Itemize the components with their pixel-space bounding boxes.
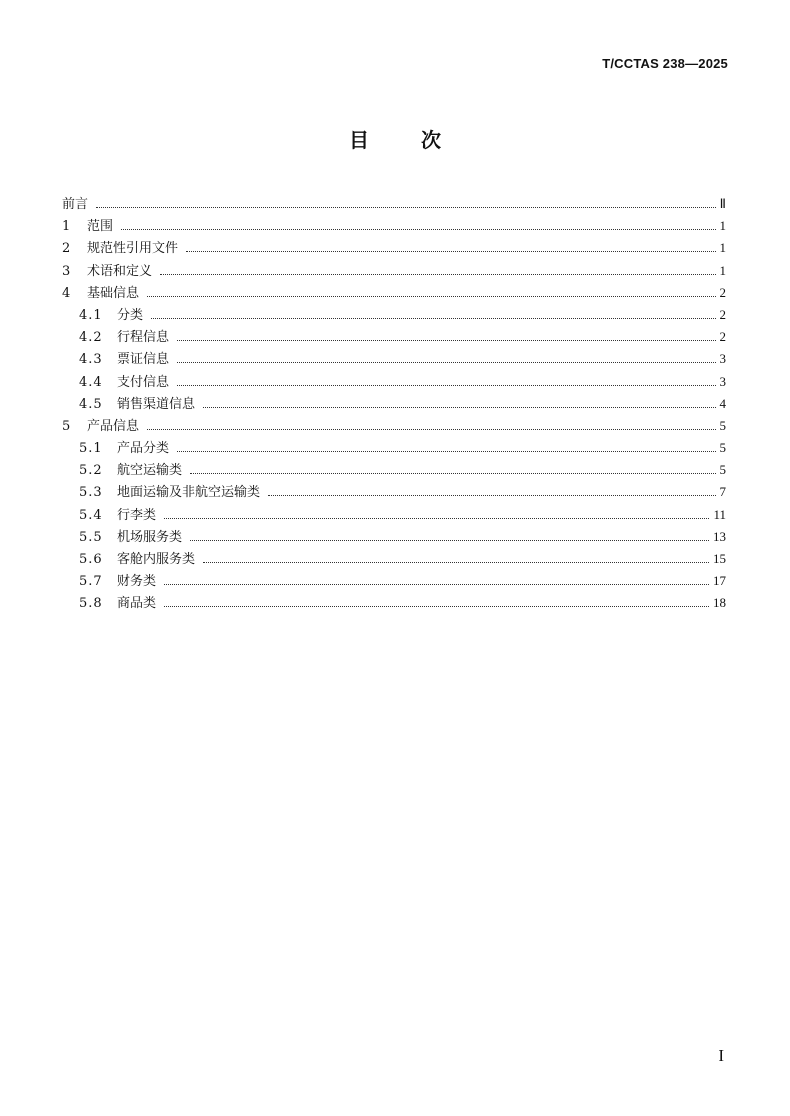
toc-entry[interactable] <box>62 548 726 570</box>
toc-entry-label: 客舱内服务类 <box>117 552 196 567</box>
toc-leader-dots <box>203 561 709 563</box>
toc-entry-number: 4.1 <box>79 307 103 323</box>
toc-entry-page: 3 <box>719 351 726 367</box>
toc-entry-page: 4 <box>719 395 726 411</box>
toc-entry-page: 13 <box>713 528 726 544</box>
toc-entry[interactable] <box>62 237 726 259</box>
toc-entry-number: 5.5 <box>79 529 103 545</box>
toc-leader-dots <box>147 295 715 297</box>
toc-entry-page: 2 <box>719 284 726 300</box>
toc-entry-number: 2 <box>62 241 71 257</box>
toc-entry-page: 15 <box>713 551 726 566</box>
toc-entry-label: 基础信息 <box>87 285 140 301</box>
toc-entry-number: 4.5 <box>79 396 103 412</box>
toc-leader-dots <box>177 384 715 386</box>
toc-entry[interactable] <box>62 371 726 393</box>
toc-entry-number: 5.3 <box>79 485 103 501</box>
toc-entry-page: 17 <box>713 573 726 589</box>
toc-entry[interactable] <box>62 393 726 415</box>
toc-entry-label: 分类 <box>117 307 144 323</box>
toc-entry[interactable] <box>62 193 726 215</box>
toc-entry-label: 支付信息 <box>117 374 170 390</box>
toc-entry-label: 地面运输及非航空运输类 <box>117 485 261 501</box>
toc-leader-dots <box>186 250 715 252</box>
toc-entry-page: 7 <box>719 484 726 500</box>
toc-entry-page: 1 <box>719 240 726 256</box>
toc-leader-dots <box>190 539 709 541</box>
toc-entry-number: 5.6 <box>79 552 103 567</box>
table-of-contents <box>62 193 726 615</box>
toc-entry-page: 2 <box>719 329 726 345</box>
toc-leader-dots <box>160 273 715 275</box>
toc-entry-number: 1 <box>62 219 71 235</box>
title-char-2: 次 <box>421 128 441 152</box>
toc-entry-number: 5 <box>62 418 71 434</box>
toc-entry[interactable] <box>62 570 726 592</box>
toc-entry-number: 5.8 <box>79 596 103 612</box>
toc-entry[interactable] <box>62 504 726 526</box>
toc-entry-number: 3 <box>62 263 71 279</box>
toc-entry-page: 5 <box>719 417 726 433</box>
toc-entry[interactable] <box>62 282 726 304</box>
toc-leader-dots <box>177 361 715 363</box>
toc-entry-number: 5.2 <box>79 463 103 479</box>
toc-entry-label: 航空运输类 <box>117 463 183 479</box>
toc-entry[interactable] <box>62 592 726 614</box>
toc-leader-dots <box>190 472 715 474</box>
toc-entry-label: 商品类 <box>117 596 157 612</box>
toc-leader-dots <box>164 583 709 585</box>
toc-entry[interactable] <box>62 481 726 503</box>
document-code: T/CCTAS 238—2025 <box>602 56 728 71</box>
title-char-1: 目 <box>349 128 369 152</box>
toc-entry[interactable] <box>62 348 726 370</box>
toc-entry[interactable] <box>62 415 726 437</box>
toc-entry-page: 3 <box>719 373 726 389</box>
toc-entry-number: 5.1 <box>79 441 103 457</box>
toc-entry-number: 4.4 <box>79 374 103 390</box>
page-title <box>0 124 790 153</box>
toc-entry[interactable] <box>62 326 726 348</box>
toc-entry-number: 5.7 <box>79 574 103 590</box>
toc-entry[interactable] <box>62 260 726 282</box>
toc-entry-label: 销售渠道信息 <box>117 396 196 412</box>
toc-leader-dots <box>177 450 715 452</box>
page-number: I <box>718 1046 724 1065</box>
toc-leader-dots <box>147 428 715 430</box>
toc-entry[interactable] <box>62 304 726 326</box>
toc-entry-label: 行程信息 <box>117 330 170 346</box>
toc-entry[interactable] <box>62 437 726 459</box>
toc-entry-label: 产品分类 <box>117 441 170 457</box>
toc-entry-page: 5 <box>719 462 726 478</box>
toc-entry-page: 1 <box>719 262 726 278</box>
toc-entry-label: 产品信息 <box>87 418 140 434</box>
toc-entry-number: 4.2 <box>79 330 103 346</box>
toc-leader-dots <box>177 339 715 341</box>
toc-entry-number: 5.4 <box>79 507 103 523</box>
toc-entry-label: 术语和定义 <box>87 263 153 279</box>
toc-entry-label: 行李类 <box>117 507 157 523</box>
toc-leader-dots <box>164 605 709 607</box>
toc-entry-number: 4 <box>62 285 71 301</box>
toc-entry-page: Ⅱ <box>719 196 726 211</box>
toc-entry-page: 5 <box>719 440 726 456</box>
toc-leader-dots <box>121 228 715 230</box>
toc-entry-label: 范围 <box>87 219 114 235</box>
toc-entry-page: 18 <box>713 595 726 611</box>
toc-leader-dots <box>151 317 715 319</box>
toc-entry-page: 11 <box>713 506 726 522</box>
toc-entry[interactable] <box>62 459 726 481</box>
toc-leader-dots <box>96 206 716 208</box>
toc-entry[interactable] <box>62 215 726 237</box>
toc-entry-label: 票证信息 <box>117 352 170 368</box>
toc-entry-label: 机场服务类 <box>117 529 183 545</box>
toc-entry-page: 2 <box>719 306 726 322</box>
toc-leader-dots <box>203 406 715 408</box>
toc-entry-page: 1 <box>719 218 726 234</box>
toc-entry-label: 规范性引用文件 <box>87 241 179 257</box>
toc-leader-dots <box>164 517 709 519</box>
toc-entry-label: 前言 <box>62 197 89 212</box>
toc-entry-label: 财务类 <box>117 574 157 590</box>
toc-leader-dots <box>268 494 715 496</box>
toc-entry[interactable] <box>62 526 726 548</box>
toc-entry-number: 4.3 <box>79 352 103 368</box>
